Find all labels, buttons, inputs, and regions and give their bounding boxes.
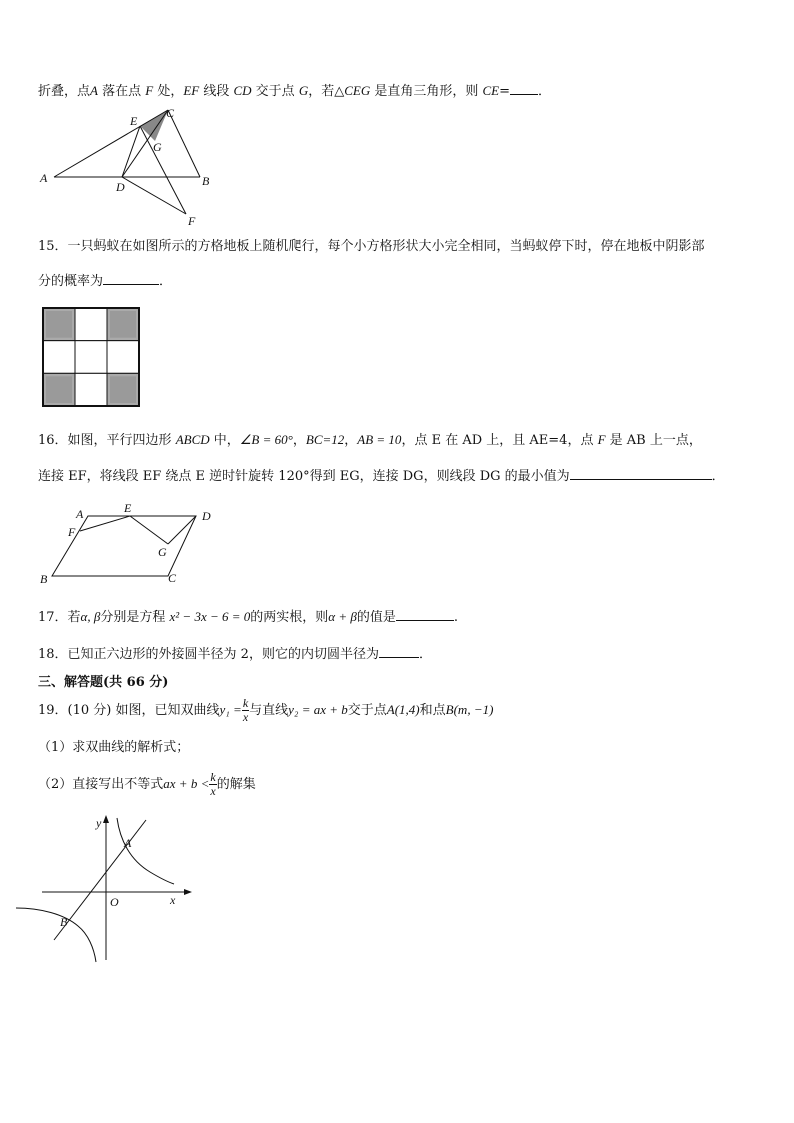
q19-label-y: y bbox=[96, 816, 102, 830]
q17-text: . bbox=[453, 610, 459, 625]
q17-line bbox=[38, 608, 458, 627]
q16-text: ． bbox=[711, 469, 725, 484]
q14-var-a: A bbox=[90, 83, 98, 98]
q16-angle-b: ∠B = 60° bbox=[239, 432, 293, 447]
q18-text: 18．已知正六边形的外接圆半径为 2，则它的内切圆半径为 bbox=[38, 647, 379, 662]
q17-sum: α + β bbox=[328, 609, 357, 624]
q16-line2 bbox=[38, 467, 725, 486]
q16-text: 中， bbox=[209, 433, 240, 448]
q17-vars: α, β bbox=[80, 609, 101, 624]
q15-text: 分的概率为 bbox=[38, 274, 104, 289]
q19-hyperbola-branch-2 bbox=[16, 908, 96, 962]
q16-label-e: E bbox=[124, 501, 132, 515]
q19-graph-figure bbox=[14, 810, 198, 970]
q16-var-f: F bbox=[597, 432, 606, 447]
q17-equation: x² − 3x − 6 = 0 bbox=[169, 609, 251, 624]
q14-text: 折叠，点 bbox=[38, 84, 91, 99]
q16-var-ab: AB = 10 bbox=[357, 432, 402, 447]
q19-label-a: A bbox=[124, 836, 132, 850]
q14-label-d: D bbox=[116, 180, 125, 194]
q17-text: 的两实根，则 bbox=[250, 610, 329, 625]
q19-sub2 bbox=[38, 767, 256, 801]
q19-y2: y₂ = ax + b bbox=[288, 702, 348, 717]
q19-frac-den: x bbox=[210, 784, 216, 798]
q14-text: ． bbox=[538, 84, 552, 99]
q15-cell bbox=[43, 341, 75, 374]
q14-label-b: B bbox=[202, 174, 210, 188]
q14-line-ed bbox=[122, 126, 140, 177]
q16-var-bc: BC=12 bbox=[305, 432, 345, 447]
q16-label-f: F bbox=[68, 525, 76, 539]
q14-text: 线段 bbox=[199, 84, 234, 99]
q16-figure bbox=[36, 498, 226, 588]
q16-text: 是 AB 上一点， bbox=[605, 433, 702, 448]
q14-text: 交于点 bbox=[251, 84, 299, 99]
q15-line2 bbox=[38, 272, 172, 291]
q14-shaded-triangle bbox=[140, 110, 168, 141]
q19-y1: y₁ = bbox=[219, 702, 242, 717]
q16-label-c: C bbox=[168, 571, 177, 585]
q19-line bbox=[38, 694, 493, 726]
q19-frac-num: k bbox=[210, 770, 216, 784]
q19-text: 与直线 bbox=[249, 703, 289, 718]
q16-label-a: A bbox=[76, 507, 84, 521]
q15-cell bbox=[75, 308, 107, 341]
q16-line-eg bbox=[130, 516, 168, 544]
q15-text: ． bbox=[159, 274, 173, 289]
q17-text: 的值是 bbox=[356, 610, 396, 625]
q19-hyperbola-branch-1 bbox=[117, 818, 174, 884]
q15-cell-shade-fill bbox=[110, 376, 136, 403]
q19-x-arrow-icon bbox=[184, 889, 192, 895]
q16-text: ，点 E 在 AD 上，且 AE=4，点 bbox=[401, 433, 598, 448]
q15-grid-figure bbox=[42, 307, 140, 407]
q17-answer-blank[interactable] bbox=[396, 608, 454, 621]
q14-var-ce: CE bbox=[482, 83, 500, 98]
q18-text: ． bbox=[418, 647, 432, 662]
q19-frac-den: x bbox=[242, 710, 249, 724]
q14-text: 是直角三角形，则 bbox=[370, 84, 483, 99]
q14-label-a: A bbox=[40, 171, 48, 185]
q16-label-g: G bbox=[158, 545, 167, 559]
q16-line-fe bbox=[80, 516, 130, 531]
q19-text: （2）直接写出不等式 bbox=[38, 777, 164, 792]
q16-label-b: B bbox=[40, 572, 48, 586]
q19-sub1: （1）求双曲线的解析式； bbox=[38, 740, 190, 755]
q18-answer-blank[interactable] bbox=[379, 645, 419, 658]
q15-cell bbox=[75, 373, 107, 406]
q15-cell-shade-fill bbox=[46, 311, 72, 338]
q15-cell-shade-fill bbox=[110, 311, 136, 338]
q14-answer-blank[interactable] bbox=[510, 82, 538, 95]
q15-cell bbox=[107, 341, 139, 374]
q16-text: 连接 EF，将线段 EF 绕点 E 逆时针旋转 120°得到 EG，连接 DG，则线段 DG 的最小值为 bbox=[38, 469, 570, 484]
q19-label-o: O bbox=[110, 895, 119, 909]
q16-line-gd bbox=[168, 516, 196, 544]
q19-frac-num: k bbox=[242, 696, 249, 710]
q16-answer-blank[interactable] bbox=[570, 467, 712, 480]
q14-text: 处， bbox=[153, 84, 184, 99]
q16-line1 bbox=[38, 431, 702, 450]
q14-var-ceg: CEG bbox=[344, 83, 371, 98]
q14-label-f: F bbox=[188, 214, 196, 228]
q19-text: 和点 bbox=[419, 703, 446, 718]
q19-label-x: x bbox=[170, 893, 176, 907]
q19-label-b: B bbox=[60, 915, 68, 929]
q15-line1: 15．一只蚂蚁在如图所示的方格地板上随机爬行，每个小方格形状大小完全相同，当蚂蚁停下时，停在地板中阴影部 bbox=[38, 239, 705, 254]
q19-line-graph bbox=[54, 820, 146, 940]
q14-line-cb bbox=[168, 110, 200, 177]
q14-text: 落在点 bbox=[97, 84, 146, 99]
q15-cell-shade-fill bbox=[46, 376, 72, 403]
q19-inequality: ax + b < bbox=[163, 776, 210, 791]
q14-figure bbox=[36, 104, 226, 228]
q14-text: = bbox=[499, 84, 510, 99]
q15-cell bbox=[75, 341, 107, 374]
q18-line bbox=[38, 645, 432, 664]
q19-point-b: B(m, −1) bbox=[445, 702, 494, 717]
q19-fraction-k-over-x-2 bbox=[209, 771, 216, 798]
section3-title: 三、解答题(共 66 分) bbox=[38, 675, 169, 690]
q16-text: ， bbox=[344, 433, 358, 448]
q19-text: 的解集 bbox=[216, 777, 256, 792]
q14-var-cd: CD bbox=[233, 83, 252, 98]
q14-line-ac bbox=[54, 110, 168, 177]
q14-label-c: C bbox=[166, 106, 175, 120]
q15-answer-blank[interactable] bbox=[103, 272, 159, 285]
q14-label-g: G bbox=[153, 140, 162, 154]
q14-var-f: F bbox=[145, 83, 154, 98]
q16-text: ， bbox=[292, 433, 306, 448]
q16-text: 16．如图，平行四边形 bbox=[38, 433, 176, 448]
q16-label-d: D bbox=[202, 509, 211, 523]
q19-point-a: A(1,4) bbox=[386, 702, 420, 717]
q14-text: ，若△ bbox=[308, 84, 345, 99]
q19-text: 19．(10 分) 如图，已知双曲线 bbox=[38, 703, 220, 718]
q14-line bbox=[38, 82, 551, 101]
q17-text: 分别是方程 bbox=[100, 610, 166, 625]
q14-var-ef: EF bbox=[183, 83, 200, 98]
q14-var-g: G bbox=[298, 83, 309, 98]
q14-label-e: E bbox=[130, 114, 138, 128]
q19-text: 交于点 bbox=[347, 703, 387, 718]
q19-y-arrow-icon bbox=[103, 815, 109, 823]
q16-var-abcd: ABCD bbox=[175, 432, 210, 447]
q17-text: 17．若 bbox=[38, 610, 81, 625]
